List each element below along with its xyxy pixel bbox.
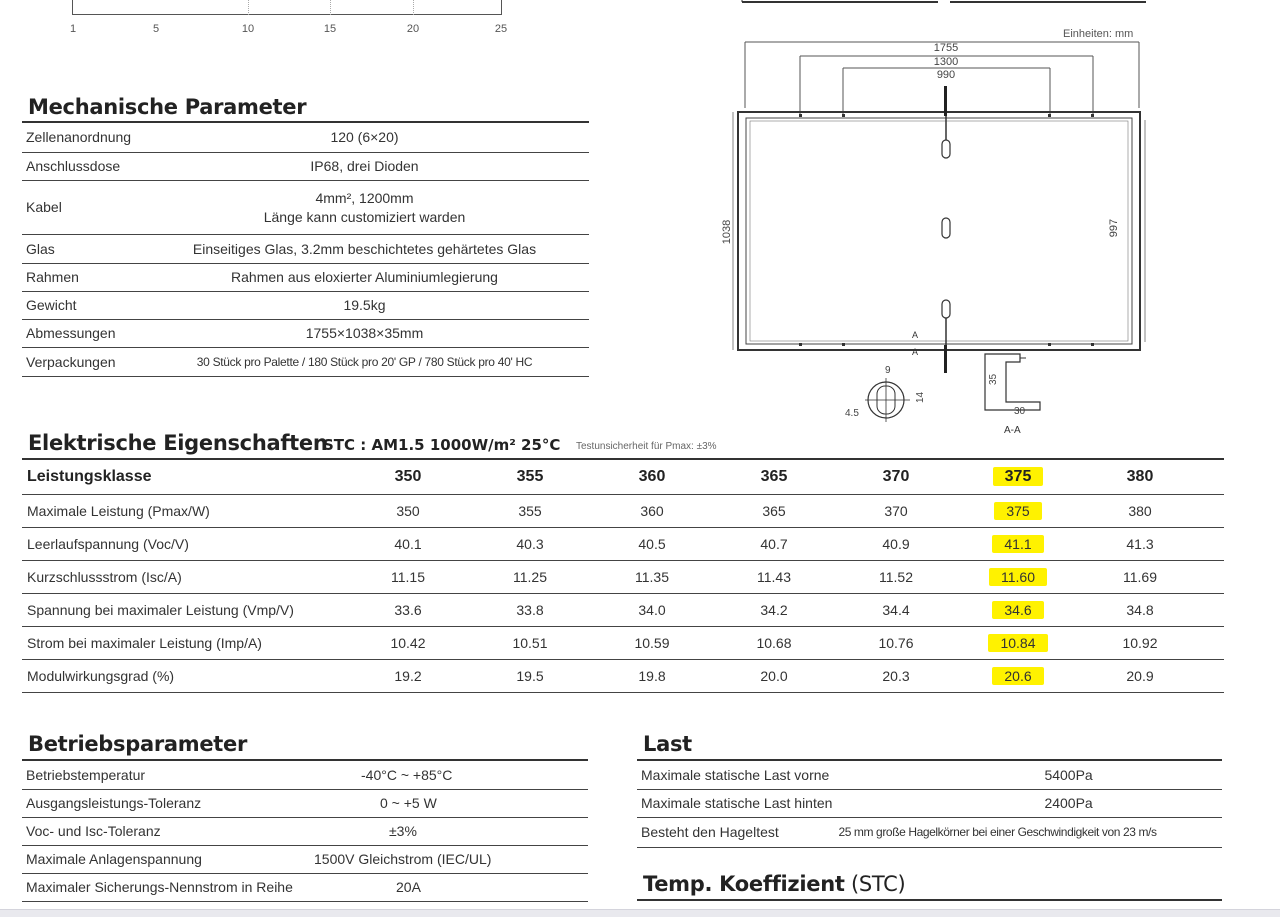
section-label: A-A	[1004, 425, 1021, 436]
elec-cell: 11.25	[469, 560, 591, 593]
betrieb-value: 0 ~ +5 W	[312, 789, 588, 817]
table-row	[22, 845, 588, 873]
elec-cell: 11.35	[591, 560, 713, 593]
last-table	[637, 761, 1222, 848]
dim-4-5: 4.5	[845, 408, 859, 419]
junction-box	[942, 218, 950, 238]
elec-label: Strom bei maximaler Leistung (Imp/A)	[22, 626, 347, 659]
dim-30: 30	[1014, 406, 1026, 417]
table-row	[22, 234, 589, 263]
last-value: 2400Pa	[836, 789, 1222, 817]
dim-14: 14	[915, 391, 926, 403]
connector	[942, 140, 950, 158]
elec-cell: 365	[713, 461, 835, 494]
betrieb-value: -40°C ~ +85°C	[312, 761, 588, 789]
mech-value: Länge kann customiziert warden	[263, 208, 466, 225]
mech-value-multi	[140, 180, 589, 234]
elec-cell	[957, 494, 1079, 527]
mech-value: 120 (6×20)	[140, 123, 589, 152]
elec-cell: 41.3	[1079, 527, 1201, 560]
elec-label: Kurzschlussstrom (Isc/A)	[22, 560, 347, 593]
elec-label: Leistungsklasse	[22, 461, 347, 494]
highlighted-value: 20.6	[992, 667, 1043, 685]
mech-label: Glas	[22, 234, 140, 263]
axis-tick: 10	[241, 23, 255, 35]
cable	[944, 345, 947, 373]
elec-cell: 19.2	[347, 659, 469, 692]
module-inner-frame	[750, 121, 1128, 341]
elec-cell: 360	[591, 494, 713, 527]
highlighted-value: 34.6	[992, 601, 1043, 619]
elec-cell: 40.9	[835, 527, 957, 560]
betrieb-value: ±3%	[312, 817, 588, 845]
elec-cell: 365	[713, 494, 835, 527]
dim-1038: 1038	[721, 219, 733, 245]
dim-9: 9	[885, 365, 891, 376]
mech-value: Rahmen aus eloxierter Aluminiumlegierung	[140, 263, 589, 291]
module-inner-frame	[746, 118, 1132, 344]
elec-cell: 11.15	[347, 560, 469, 593]
elec-cell: 380	[1079, 461, 1201, 494]
table-row	[637, 817, 1222, 847]
elec-cell: 33.6	[347, 593, 469, 626]
elec-cell: 40.5	[591, 527, 713, 560]
table-row	[22, 789, 588, 817]
axis-tick: 25	[494, 23, 508, 35]
betrieb-label: Ausgangsleistungs-Toleranz	[22, 789, 312, 817]
table-row	[22, 560, 1224, 593]
axis-tick: 15	[323, 23, 337, 35]
elec-table	[22, 461, 1224, 693]
table-row	[22, 347, 589, 376]
mech-value: 30 Stück pro Palette / 180 Stück pro 20' GP / 780 Stück pro 40' HC	[140, 347, 589, 376]
table-row	[22, 319, 589, 347]
table-row	[22, 873, 588, 901]
mech-table	[22, 123, 589, 377]
table-row	[22, 180, 589, 234]
betrieb-title: Betriebsparameter	[28, 732, 248, 756]
elec-cell: 370	[835, 461, 957, 494]
last-title: Last	[643, 732, 692, 756]
elec-pad	[1201, 494, 1224, 527]
elec-cell: 33.8	[469, 593, 591, 626]
elec-cell: 10.68	[713, 626, 835, 659]
table-row	[22, 626, 1224, 659]
elec-label: Modulwirkungsgrad (%)	[22, 659, 347, 692]
last-value: 5400Pa	[836, 761, 1222, 789]
elec-cell	[957, 593, 1079, 626]
elec-label: Maximale Leistung (Pmax/W)	[22, 494, 347, 527]
grid-line	[248, 0, 249, 15]
elec-cell: 34.0	[591, 593, 713, 626]
elec-label: Spannung bei maximaler Leistung (Vmp/V)	[22, 593, 347, 626]
temp-title-rule	[637, 899, 1222, 901]
table-row	[637, 761, 1222, 789]
mech-value: IP68, drei Dioden	[140, 152, 589, 180]
mech-label: Abmessungen	[22, 319, 140, 347]
mech-label: Gewicht	[22, 291, 140, 319]
elec-cell: 10.76	[835, 626, 957, 659]
table-row	[22, 659, 1224, 692]
elec-cell: 10.59	[591, 626, 713, 659]
elec-pad	[1201, 593, 1224, 626]
elec-cell: 40.1	[347, 527, 469, 560]
elec-cell: 19.8	[591, 659, 713, 692]
betrieb-label: Maximale Anlagenspannung	[22, 845, 312, 873]
highlighted-value: 375	[994, 502, 1041, 520]
table-row	[22, 123, 589, 152]
elec-cell: 40.7	[713, 527, 835, 560]
elec-label: Leerlaufspannung (Voc/V)	[22, 527, 347, 560]
axis-tick: 20	[406, 23, 420, 35]
units-label: Einheiten: mm	[1063, 28, 1134, 40]
dim-35: 35	[988, 373, 999, 385]
section-mark: A	[912, 347, 919, 357]
table-row	[22, 761, 588, 789]
mech-label: Rahmen	[22, 263, 140, 291]
last-label: Maximale statische Last vorne	[637, 761, 836, 789]
table-row	[22, 494, 1224, 527]
dim-997: 997	[1108, 218, 1120, 238]
elec-cell: 355	[469, 461, 591, 494]
last-value: 25 mm große Hagelkörner bei einer Geschwindigkeit von 23 m/s	[836, 817, 1222, 847]
betrieb-value: 1500V Gleichstrom (IEC/UL)	[312, 845, 588, 873]
dim-990: 990	[936, 69, 956, 81]
betrieb-label: Maximaler Sicherungs-Nennstrom in Reihe	[22, 873, 312, 901]
table-row	[22, 817, 588, 845]
elec-pad	[1201, 659, 1224, 692]
elec-cell: 360	[591, 461, 713, 494]
elec-cell: 34.8	[1079, 593, 1201, 626]
stc-conditions: STC : AM1.5 1000W/m² 25°C	[323, 436, 561, 454]
mech-title: Mechanische Parameter	[28, 95, 307, 119]
elec-cell	[957, 527, 1079, 560]
elec-pad	[1201, 527, 1224, 560]
dim-1755: 1755	[933, 42, 959, 54]
table-row	[22, 291, 589, 319]
betrieb-label: Voc- und Isc-Toleranz	[22, 817, 312, 845]
mech-label: Zellenanordnung	[22, 123, 140, 152]
elec-title: Elektrische Eigenschaften	[28, 431, 328, 455]
highlighted-value: 41.1	[992, 535, 1043, 553]
grid-line	[330, 0, 331, 15]
elec-cell	[957, 560, 1079, 593]
mech-label: Verpackungen	[22, 347, 140, 376]
elec-cell: 10.92	[1079, 626, 1201, 659]
elec-cell: 11.52	[835, 560, 957, 593]
chart-frame	[72, 0, 502, 15]
betrieb-value: 20A	[312, 873, 588, 901]
elec-pad	[1201, 560, 1224, 593]
temp-title	[643, 872, 905, 896]
temp-title-bold: Temp. Koeffizient	[643, 872, 845, 896]
elec-cell: 20.3	[835, 659, 957, 692]
elec-cell: 370	[835, 494, 957, 527]
elec-cell: 350	[347, 461, 469, 494]
highlighted-value: 375	[993, 467, 1044, 486]
mech-value: 19.5kg	[140, 291, 589, 319]
elec-cell: 34.2	[713, 593, 835, 626]
betrieb-table	[22, 761, 588, 902]
table-row	[22, 152, 589, 180]
elec-title-rule	[22, 458, 1224, 460]
temp-title-light: (STC)	[844, 872, 906, 896]
table-row	[22, 461, 1224, 494]
module-frame	[738, 112, 1140, 350]
table-row	[22, 527, 1224, 560]
dim-1300: 1300	[933, 56, 959, 68]
table-row	[22, 263, 589, 291]
last-label: Besteht den Hageltest	[637, 817, 836, 847]
page-bottom-edge	[0, 909, 1280, 917]
elec-cell: 34.4	[835, 593, 957, 626]
elec-cell	[957, 461, 1079, 494]
connector	[942, 300, 950, 318]
mech-label: Kabel	[22, 180, 140, 234]
betrieb-label: Betriebstemperatur	[22, 761, 312, 789]
mech-label: Anschlussdose	[22, 152, 140, 180]
section-mark: A	[912, 330, 919, 340]
elec-cell	[957, 659, 1079, 692]
test-uncertainty: Testunsicherheit für Pmax: ±3%	[576, 441, 717, 452]
elec-cell: 19.5	[469, 659, 591, 692]
cable	[944, 86, 947, 116]
mech-value: 4mm², 1200mm	[315, 189, 414, 206]
elec-cell: 40.3	[469, 527, 591, 560]
mech-value: 1755×1038×35mm	[140, 319, 589, 347]
elec-pad	[1201, 461, 1224, 494]
table-row	[22, 593, 1224, 626]
elec-cell: 10.42	[347, 626, 469, 659]
axis-tick: 5	[152, 23, 160, 35]
elec-cell: 20.9	[1079, 659, 1201, 692]
elec-cell: 380	[1079, 494, 1201, 527]
elec-cell: 355	[469, 494, 591, 527]
module-drawing	[700, 0, 1160, 440]
table-row	[637, 789, 1222, 817]
elec-pad	[1201, 626, 1224, 659]
mech-value: Einseitiges Glas, 3.2mm beschichtetes gehärtetes Glas	[140, 234, 589, 263]
axis-tick: 1	[69, 23, 77, 35]
highlighted-value: 10.84	[988, 634, 1047, 652]
chart-axis-fragment	[0, 0, 560, 40]
highlighted-value: 11.60	[989, 568, 1047, 586]
elec-cell: 350	[347, 494, 469, 527]
grid-line	[413, 0, 414, 15]
elec-cell: 11.69	[1079, 560, 1201, 593]
last-label: Maximale statische Last hinten	[637, 789, 836, 817]
elec-cell	[957, 626, 1079, 659]
elec-cell: 20.0	[713, 659, 835, 692]
elec-cell: 10.51	[469, 626, 591, 659]
elec-cell: 11.43	[713, 560, 835, 593]
